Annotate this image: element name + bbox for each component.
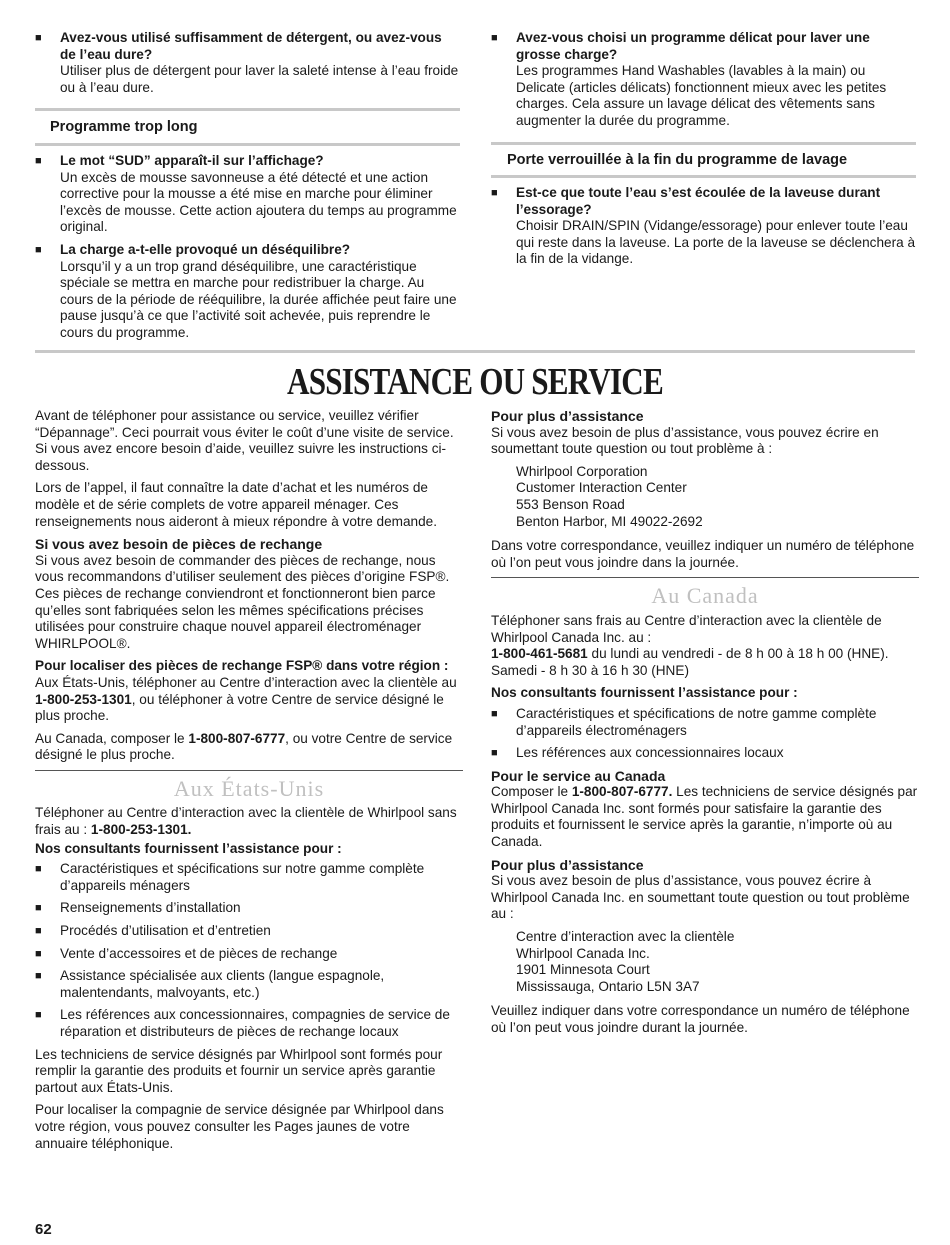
region-title-canada: Au Canada <box>651 583 759 609</box>
faq-detergent <box>35 30 460 96</box>
long-cycle-faq <box>35 153 460 348</box>
section-rule <box>491 175 916 178</box>
phone-number: 1-800-253-1301. <box>90 822 192 838</box>
ca-call-text: Téléphoner sans frais au Centre d’interaction avec la clientèle de Whirlpool Canada Inc. au : <box>491 612 882 645</box>
locate-us <box>35 675 463 725</box>
faq-question: ■ Est-ce que toute l’eau s’est écoulée de la laveuse durant l’essorage? <box>516 185 881 217</box>
text: Au Canada, composer le <box>35 730 189 746</box>
page-number: 62 <box>35 1221 52 1238</box>
us-call <box>35 805 463 838</box>
list-item: ■ Vente d’accessoires et de pièces de rechange <box>35 946 463 963</box>
divider <box>35 770 463 771</box>
ca-consult-heading: Nos consultants fournissent l’assistance pour : <box>491 685 798 701</box>
section-rule <box>35 143 460 146</box>
address-line: Customer Interaction Center <box>516 480 687 496</box>
text: Les techniciens de service désignés par Whirlpool Canada Inc. sont formés pour satisfaire la garantie des produits et fournissent le service après la garantie, n’importe où au Canada. <box>491 784 918 850</box>
address-line: 1901 Minnesota Court <box>516 962 650 978</box>
faq-question: ■ Le mot “SUD” apparaît-il sur l’affichage? <box>60 153 324 168</box>
address-line: Whirlpool Corporation <box>516 463 648 479</box>
locate-heading: Pour localiser des pièces de rechange FSP® dans votre région : <box>35 658 449 674</box>
assistance-left-column <box>35 408 463 1158</box>
faq-question: ■ La charge a-t-elle provoqué un déséquilibre? <box>60 241 351 257</box>
parts-text: Si vous avez besoin de commander des pièces de rechange, nous vous recommandons d’utiliser seulement des pièces d’origine FSP®. Ces pièces de rechange conviendront et fonctionneront bien parce qu’elles sont fabriquées selon les mêmes spécifications précises utilisées pour construire chaque nouvel appareil électroménager WHIRLPOOL®. <box>35 552 450 651</box>
list-item: ■ Les références aux concessionnaires locaux <box>491 745 919 762</box>
section-title-door-locked: Porte verrouillée à la fin du programme de lavage <box>507 152 848 168</box>
ca-service-text <box>491 784 919 850</box>
list-item: ■ Procédés d’utilisation et d’entretien <box>35 923 463 940</box>
phone-number: 1-800-461-5681 <box>491 646 588 662</box>
more-assistance-heading: Pour plus d’assistance <box>491 408 644 424</box>
ca-more-heading: Pour plus d’assistance <box>491 856 644 873</box>
locate-ca <box>35 731 463 764</box>
text: Téléphoner au Centre d’interaction avec la clientèle de Whirlpool sans frais au : <box>35 805 457 838</box>
door-locked-faq <box>491 185 916 274</box>
phone-number: 1-800-253-1301 <box>35 691 132 707</box>
page-title: ASSISTANCE OU SERVICE <box>287 361 663 403</box>
address-line: Mississauga, Ontario L5N 3A7 <box>516 978 700 994</box>
us-consult-heading: Nos consultants fournissent l’assistance pour : <box>35 840 342 856</box>
phone-number: 1-800-807-6777 <box>188 730 286 746</box>
assistance-right-column <box>491 408 919 1043</box>
divider <box>491 577 919 578</box>
top-left-column <box>35 30 460 102</box>
faq-answer: Un excès de mousse savonneuse a été détecté et une action corrective pour la mousse a été mise en marche pour éliminer l’excès de mousse. Cette action ajoutera du temps au programme original. <box>60 169 457 235</box>
parts-heading: Si vous avez besoin de pièces de rechange <box>35 536 323 553</box>
text: Composer le <box>491 784 572 800</box>
us-address <box>491 464 919 530</box>
list-item: ■ Assistance spécialisée aux clients (langue espagnole, malentendants, malvoyants, etc.) <box>35 968 463 1001</box>
address-line: Benton Harbor, MI 49022-2692 <box>516 513 703 529</box>
list-item: ■ Caractéristiques et spécifications de notre gamme complète d’appareils électroménagers <box>491 706 919 739</box>
ca-hours <box>491 646 919 679</box>
region-title-us: Aux États-Unis <box>173 775 325 801</box>
intro-paragraph: Avant de téléphoner pour assistance ou service, veuillez vérifier “Dépannage”. Ceci pourrait vous éviter le coût d’une visite de service. Si vous avez encore besoin d’aide, veuillez suivre les instructions ci-dessous. <box>35 408 454 473</box>
us-locate-text: Pour localiser la compagnie de service désignée par Whirlpool dans votre région, vous pouvez consulter les Pages jaunes de votre annuaire téléphonique. <box>35 1102 444 1151</box>
list-item: ■ Renseignements d’installation <box>35 900 463 917</box>
address-line: Centre d’interaction avec la clientèle <box>516 929 735 945</box>
text: Aux États-Unis, téléphoner au Centre d’interaction avec la clientèle au <box>35 674 457 690</box>
us-tech-text: Les techniciens de service désignés par Whirlpool sont formés pour remplir la garantie des produits et fournir un service après garantie partout aux États-Unis. <box>35 1046 443 1095</box>
faq-answer: Lorsqu’il y a un trop grand déséquilibre, une caractéristique spéciale se mettra en marche pour redistribuer la charge. Au cours de la période de rééquilibre, la durée affichée peut faire une pause jusqu’à ce que l’activité soit achevée, puis reprendre le cours du programme. <box>60 258 457 340</box>
section-rule <box>35 108 460 111</box>
faq-unbalance <box>35 242 460 342</box>
faq-answer: Choisir DRAIN/SPIN (Vidange/essorage) pour enlever toute l’eau qui reste dans la laveuse. La porte de la laveuse se déclenchera à la fin de la vidange. <box>516 218 916 267</box>
top-right-column <box>491 30 916 136</box>
list-item: ■ Les références aux concessionnaires, compagnies de service de réparation et distributeurs de pièces de rechange locaux <box>35 1007 463 1040</box>
text: du lundi au vendredi - de 8 h 00 à 18 h 00 (HNE). Samedi - 8 h 30 à 16 h 30 (HNE) <box>491 646 889 678</box>
list-item: ■ Caractéristiques et spécifications sur notre gamme complète d’appareils ménagers <box>35 861 463 894</box>
ca-correspondence-text: Veuillez indiquer dans votre correspondance un numéro de téléphone où l’on peut vous joindre durant la journée. <box>491 1003 910 1035</box>
intro-paragraph: Lors de l’appel, il faut connaître la date d’achat et les numéros de modèle et de série complets de votre appareil ménager. Ces renseignements nous aideront à mieux répondre à votre demande. <box>35 480 438 529</box>
faq-answer: Utiliser plus de détergent pour laver la saleté intense à l’eau froide ou à l’eau dure. <box>60 63 459 95</box>
more-assistance-text: Si vous avez besoin de plus d’assistance, vous pouvez écrire en soumettant toute question ou tout problème à : <box>491 424 879 457</box>
faq-question: ■ Avez-vous utilisé suffisamment de détergent, ou avez-vous de l’eau dure? <box>60 30 442 62</box>
page-divider <box>35 350 915 353</box>
text: , ou téléphoner à votre Centre de service désigné le plus proche. <box>35 691 444 724</box>
us-correspondence-text: Dans votre correspondance, veuillez indiquer un numéro de téléphone où l’on peut vous joindre dans la journée. <box>491 538 915 570</box>
ca-more-text: Si vous avez besoin de plus d’assistance, vous pouvez écrire à Whirlpool Canada Inc. en soumettant toute question ou tout problème au : <box>491 873 910 922</box>
address-line: 553 Benson Road <box>516 496 625 512</box>
faq-answer: Les programmes Hand Washables (lavables à la main) ou Delicate (articles délicats) fonctionnent mieux avec les petites charges. Cela assure un lavage délicat des vêtements sans augmenter la durée du programme. <box>516 63 887 128</box>
ca-service-heading: Pour le service au Canada <box>491 767 666 784</box>
ca-address <box>491 929 919 995</box>
address-line: Whirlpool Canada Inc. <box>516 945 650 961</box>
faq-delicate <box>491 30 916 130</box>
faq-suds <box>35 153 460 236</box>
section-rule <box>491 142 916 145</box>
faq-question: ■ Avez-vous choisi un programme délicat pour laver une grosse charge? <box>516 30 870 62</box>
text: , ou votre Centre de service désigné le plus proche. <box>35 730 453 763</box>
faq-drain <box>491 185 916 268</box>
section-title-long-cycle: Programme trop long <box>50 119 198 135</box>
phone-number: 1-800-807-6777. <box>571 784 673 800</box>
